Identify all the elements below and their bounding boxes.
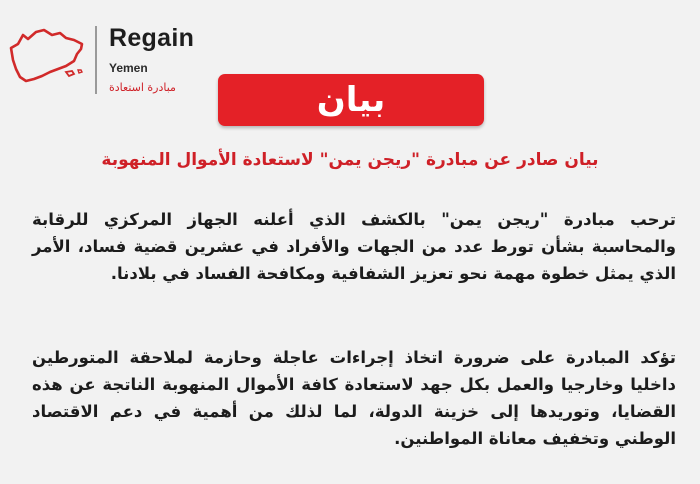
brand-subtitle: Yemen [109,61,148,75]
statement-paragraph-2: تؤكد المبادرة على ضرورة اتخاذ إجراءات عاجلة وحازمة لملاحقة المتورطين داخليا وخارجيا والعمل بكل جهد لاستعادة كافة الأموال المنهوبة الناتجة عن هذه القضايا، وتوريدها إلى خزينة الدولة، لما لذلك من أهمية في دعم الاقتصاد الوطني وتخفيف معاناة المواطنين. [32,348,676,448]
logo-divider [95,26,97,94]
brand-name: Regain [109,24,195,52]
title-badge [218,74,484,126]
yemen-map-icon [8,26,86,84]
brand-arabic-name: مبادرة استعادة [109,81,176,94]
logo-block [8,22,218,102]
statement-paragraph-1: ترحب مبادرة "ريجن يمن" بالكشف الذي أعلنه الجهاز المركزي للرقابة والمحاسبة بشأن تورط عدد من الجهات والأفراد في عشرين قضية فساد، الأمر الذي يمثل خطوة مهمة نحو تعزيز الشفافية ومكافحة الفساد في بلادنا. [32,210,676,283]
statement-subtitle: بيان صادر عن مبادرة "ريجن يمن" لاستعادة الأموال المنهوبة [101,150,599,170]
page-title: بيان [316,80,386,120]
